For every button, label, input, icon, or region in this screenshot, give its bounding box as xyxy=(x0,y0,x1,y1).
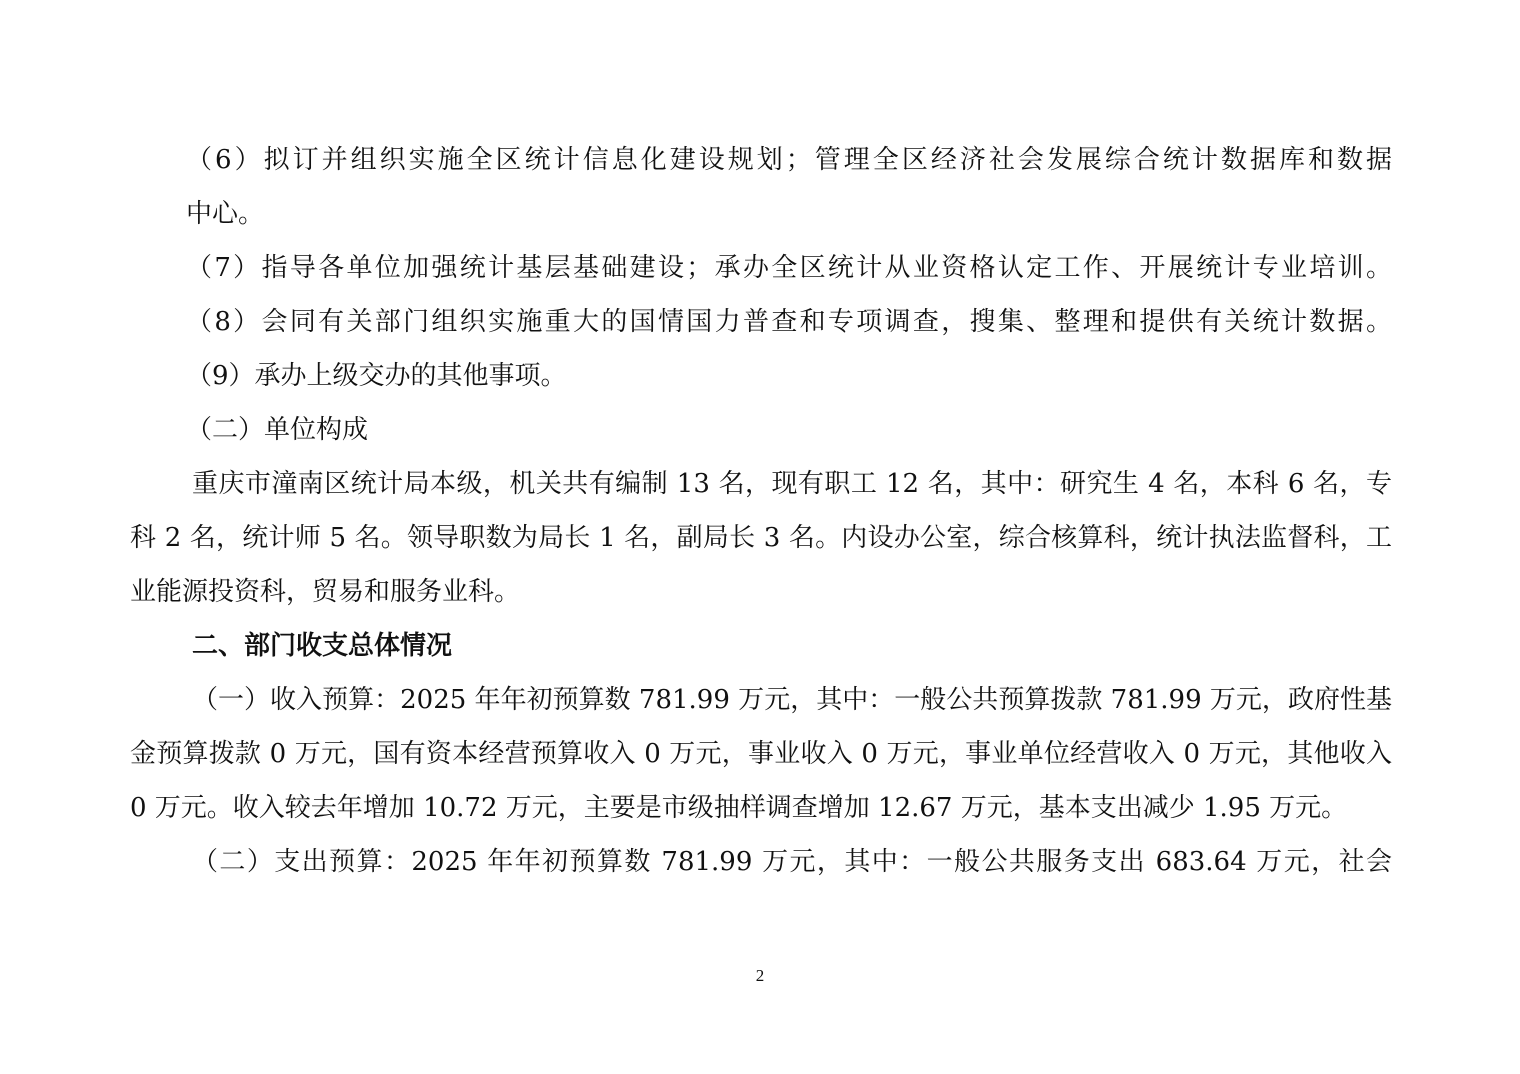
item-9: （9）承办上级交办的其他事项。 xyxy=(186,361,567,391)
item-7: （7）指导各单位加强统计基层基础建设；承办全区统计从业资格认定工作、开展统计专业培训。 xyxy=(186,253,1392,283)
page-number: 2 xyxy=(755,966,765,985)
section-heading-income-expense: 二、部门收支总体情况 xyxy=(192,631,453,661)
item-6-line-2: 中心。 xyxy=(186,199,265,229)
item-8: （8）会同有关部门组织实施重大的国情国力普查和专项调查，搜集、整理和提供有关统计数据。 xyxy=(186,307,1392,337)
subsection-unit-composition: （二）单位构成 xyxy=(186,415,369,445)
income-budget-paragraph: （一）收入预算：2025 年年初预算数 781.99 万元，其中：一般公共预算拨款 781.99 万元，政府性基金预算拨款 0 万元，国有资本经营预算收入 0 万元，事业收入 0 万元，事业单位经营收入 0 万元，其他收入 0 万元。收入较去年增加 10.72 万元，主要是市级抽样调查增加 12.67 万元，基本支出减少 1.95 万元。 xyxy=(130,685,1392,823)
expense-budget-paragraph: （二）支出预算：2025 年年初预算数 781.99 万元，其中：一般公共服务支出 683.64 万元，社会 xyxy=(192,847,1392,877)
item-6-line-1: （6）拟订并组织实施全区统计信息化建设规划；管理全区经济社会发展综合统计数据库和数据 xyxy=(186,145,1392,175)
unit-composition-paragraph: 重庆市潼南区统计局本级，机关共有编制 13 名，现有职工 12 名，其中：研究生 4 名，本科 6 名，专科 2 名，统计师 5 名。领导职数为局长 1 名，副局长 3 名。内设办公室，综合核算科，统计执法监督科，工业能源投资科，贸易和服务业科。 xyxy=(130,469,1392,607)
page-body xyxy=(130,133,1392,889)
